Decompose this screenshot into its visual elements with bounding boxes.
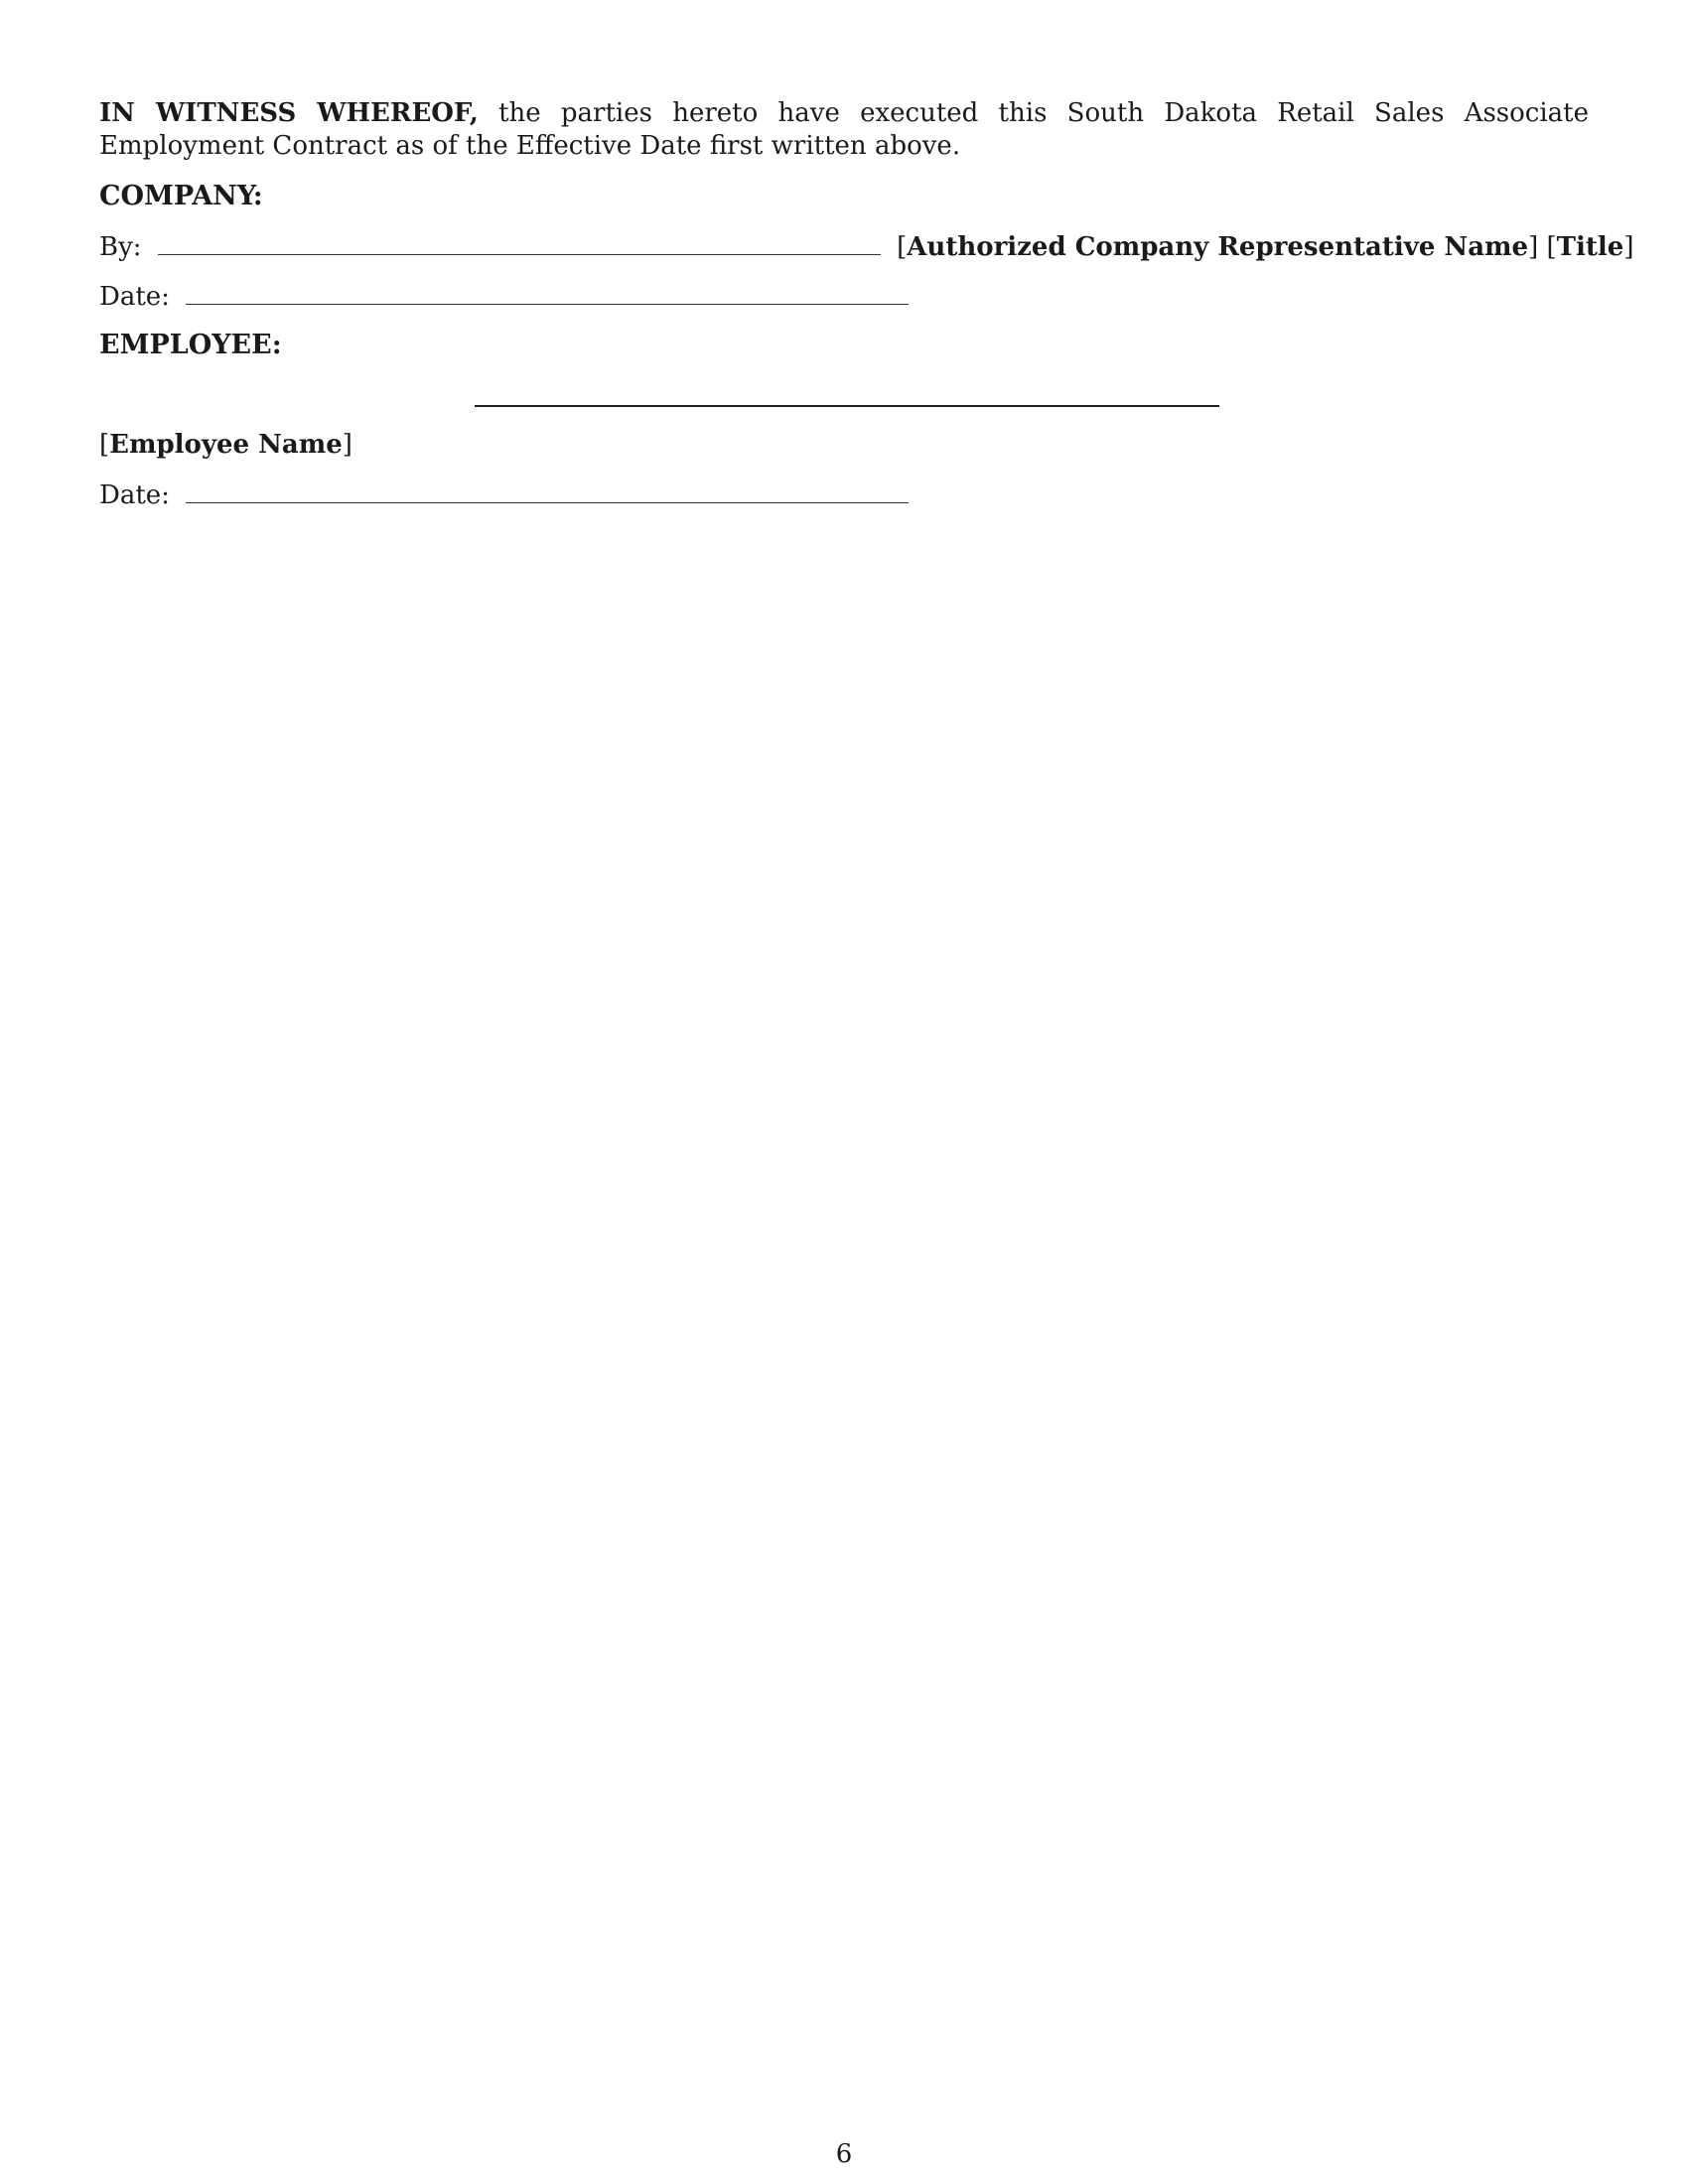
by-label: By: [99, 232, 142, 262]
title-bracket-close: ] [1623, 232, 1634, 262]
company-signature-blank[interactable] [158, 230, 881, 255]
company-date-label: Date: [99, 282, 170, 312]
company-heading: COMPANY: [99, 181, 263, 211]
witness-lead: IN WITNESS WHEREOF, [99, 98, 479, 128]
company-date-row [99, 280, 909, 314]
witness-text: the parties hereto have executed this South Dakota Retail Sales Associate Employment Contract as of the Effective Date first written above. [99, 98, 1589, 161]
witness-clause [99, 97, 1589, 163]
employee-heading: EMPLOYEE: [99, 330, 282, 360]
employee-name-bracket-close: ] [342, 430, 352, 460]
company-date-blank[interactable] [186, 280, 909, 305]
company-signature-row [99, 230, 1633, 264]
employee-date-label: Date: [99, 480, 170, 510]
employee-date-row [99, 478, 909, 512]
rep-name-placeholder: Authorized Company Representative Name [907, 232, 1529, 262]
rep-name-bracket-close: ] [1528, 232, 1539, 262]
rep-name-bracket-open: [ [897, 232, 908, 262]
employee-signature-line[interactable] [475, 405, 1219, 407]
title-bracket-open: [ [1538, 232, 1557, 262]
employee-name-placeholder: Employee Name [109, 430, 343, 460]
page-number: 6 [835, 2139, 853, 2169]
title-placeholder: Title [1556, 232, 1624, 262]
employee-name-row [99, 429, 352, 462]
employee-name-bracket-open: [ [99, 430, 110, 460]
employee-date-blank[interactable] [186, 478, 909, 503]
